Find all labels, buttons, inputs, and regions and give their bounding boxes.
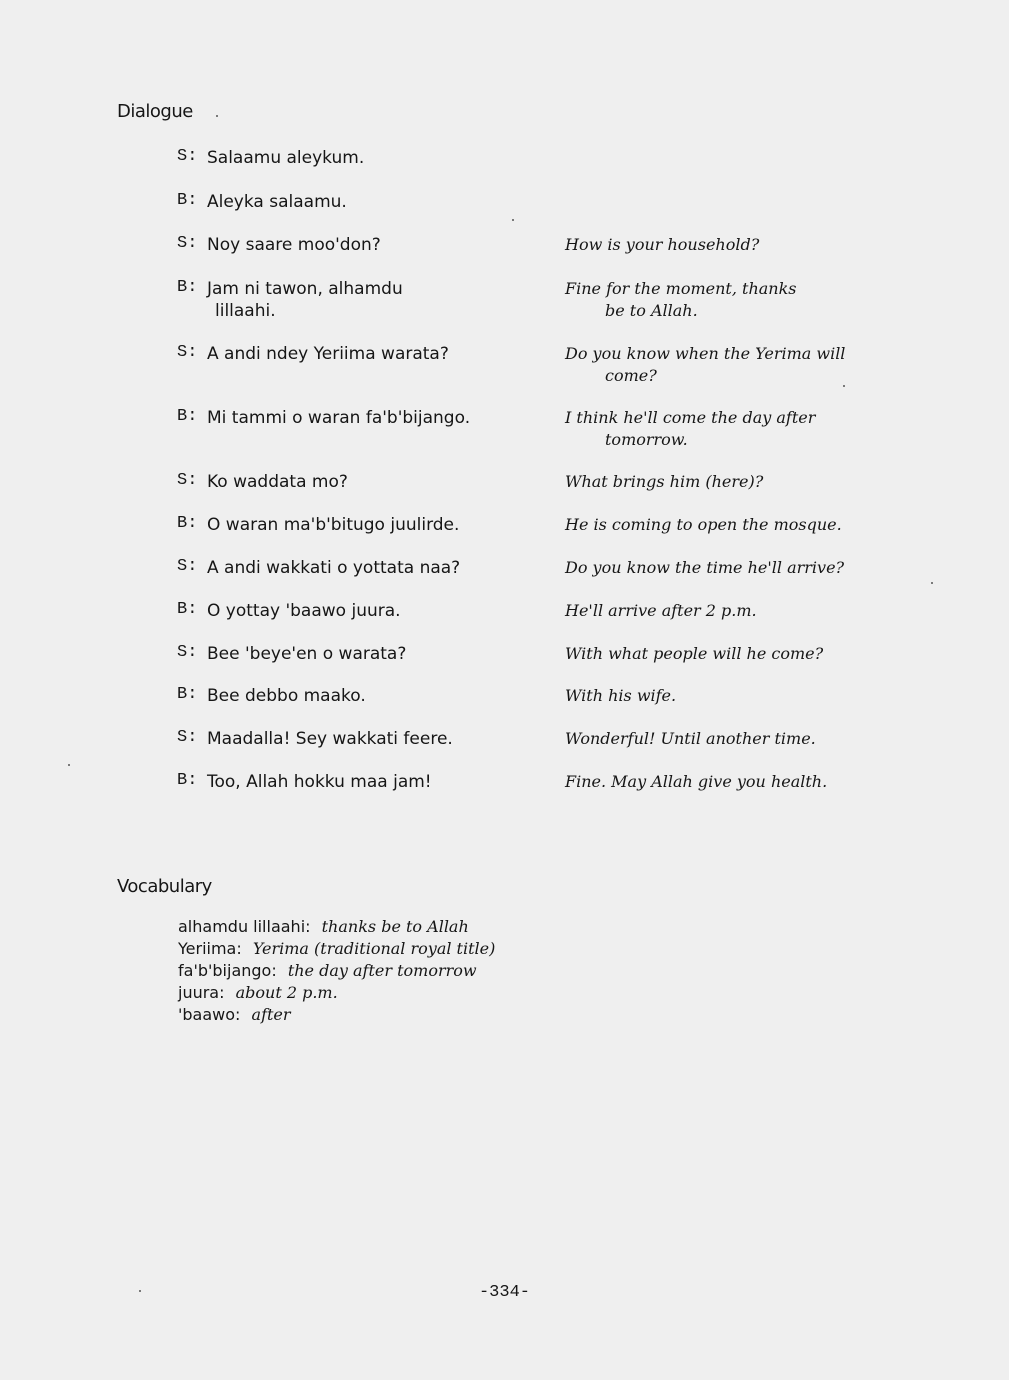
- speaker-label: B:: [177, 514, 198, 533]
- fulfulde-text-line: Too, Allah hokku maa jam!: [207, 772, 432, 792]
- fulfulde-text: [207, 514, 547, 536]
- translation-line: With his wife.: [565, 686, 677, 705]
- speaker-label: B:: [177, 600, 198, 619]
- speaker-label: B:: [177, 407, 198, 426]
- speaker-label: B:: [177, 191, 198, 210]
- fulfulde-text: [207, 600, 547, 622]
- english-translation: [565, 343, 945, 387]
- vocabulary-entry: [178, 960, 778, 982]
- translation-line: I think he'll come the day after: [565, 408, 816, 427]
- translation-line: tomorrow.: [605, 430, 688, 449]
- vocabulary-term: juura:: [178, 983, 225, 1002]
- fulfulde-text-line: Ko waddata mo?: [207, 472, 348, 492]
- translation-line: He is coming to open the mosque.: [565, 515, 842, 534]
- speaker-label: S:: [177, 147, 198, 166]
- fulfulde-text-line: Noy saare moo'don?: [207, 235, 381, 255]
- translation-line: Do you know the time he'll arrive?: [565, 558, 845, 577]
- speaker-label: B:: [177, 685, 198, 704]
- vocabulary-entry: [178, 916, 778, 938]
- fulfulde-text-line: Aleyka salaamu.: [207, 192, 347, 212]
- vocabulary-term: alhamdu lillaahi:: [178, 917, 311, 936]
- vocabulary-list: [178, 916, 778, 1026]
- fulfulde-text-line: Bee 'beye'en o warata?: [207, 644, 407, 664]
- vocabulary-gloss: after: [251, 1005, 291, 1024]
- fulfulde-text: [207, 685, 547, 707]
- vocabulary-term: Yeriima:: [178, 939, 242, 958]
- english-translation: [565, 771, 945, 793]
- vocabulary-term: 'baawo:: [178, 1005, 241, 1024]
- translation-line: He'll arrive after 2 p.m.: [565, 601, 757, 620]
- speaker-label: S:: [177, 557, 198, 576]
- speaker-label: S:: [177, 471, 198, 490]
- page-number: -334-: [478, 1283, 530, 1302]
- fulfulde-text: [207, 557, 547, 579]
- fulfulde-text-line: Mi tammi o waran fa'b'bijango.: [207, 408, 471, 428]
- english-translation: [565, 600, 945, 622]
- scan-speck: [843, 385, 845, 387]
- vocabulary-gloss: the day after tomorrow: [287, 961, 477, 980]
- vocabulary-entry: [178, 1004, 778, 1026]
- english-translation: [565, 278, 945, 322]
- speaker-label: S:: [177, 343, 198, 362]
- english-translation: [565, 685, 945, 707]
- fulfulde-text-line: O waran ma'b'bitugo juulirde.: [207, 515, 460, 535]
- english-translation: [565, 407, 945, 451]
- fulfulde-text: [207, 147, 547, 169]
- scan-speck: [931, 582, 933, 584]
- dialogue-heading: Dialogue: [117, 101, 193, 122]
- english-translation: [565, 514, 945, 536]
- vocabulary-entry: [178, 982, 778, 1004]
- translation-line: How is your household?: [565, 235, 760, 254]
- fulfulde-text-line: Maadalla! Sey wakkati feere.: [207, 729, 453, 749]
- vocabulary-term: fa'b'bijango:: [178, 961, 277, 980]
- fulfulde-text: [207, 643, 547, 665]
- vocabulary-gloss: Yerima (traditional royal title): [252, 939, 496, 958]
- speaker-label: S:: [177, 234, 198, 253]
- fulfulde-text: [207, 343, 547, 365]
- english-translation: [565, 471, 945, 493]
- english-translation: [565, 643, 945, 665]
- translation-line: Do you know when the Yerima will: [565, 344, 846, 363]
- english-translation: [565, 234, 945, 256]
- scan-speck: [216, 115, 218, 117]
- fulfulde-text: [207, 728, 547, 750]
- fulfulde-text-line: Jam ni tawon, alhamdu: [207, 279, 403, 299]
- english-translation: [565, 728, 945, 750]
- fulfulde-text-line: Salaamu aleykum.: [207, 148, 365, 168]
- scan-speck: [139, 1290, 141, 1292]
- fulfulde-text: [207, 278, 547, 322]
- vocabulary-heading: Vocabulary: [117, 876, 212, 897]
- speaker-label: S:: [177, 643, 198, 662]
- fulfulde-text: [207, 407, 547, 429]
- translation-line: Fine for the moment, thanks: [565, 279, 797, 298]
- vocabulary-entry: [178, 938, 778, 960]
- fulfulde-text-line: lillaahi.: [215, 301, 276, 321]
- fulfulde-text: [207, 234, 547, 256]
- english-translation: [565, 557, 945, 579]
- scan-speck: [512, 219, 514, 221]
- translation-line: With what people will he come?: [565, 644, 824, 663]
- translation-line: come?: [605, 366, 657, 385]
- fulfulde-text-line: O yottay 'baawo juura.: [207, 601, 401, 621]
- translation-line: be to Allah.: [605, 301, 698, 320]
- speaker-label: S:: [177, 728, 198, 747]
- fulfulde-text: [207, 771, 547, 793]
- speaker-label: B:: [177, 278, 198, 297]
- vocabulary-gloss: thanks be to Allah: [321, 917, 469, 936]
- fulfulde-text: [207, 471, 547, 493]
- translation-line: Fine. May Allah give you health.: [565, 772, 828, 791]
- fulfulde-text-line: Bee debbo maako.: [207, 686, 366, 706]
- speaker-label: B:: [177, 771, 198, 790]
- scan-speck: [68, 764, 70, 766]
- translation-line: What brings him (here)?: [565, 472, 764, 491]
- fulfulde-text: [207, 191, 547, 213]
- fulfulde-text-line: A andi wakkati o yottata naa?: [207, 558, 461, 578]
- translation-line: Wonderful! Until another time.: [565, 729, 816, 748]
- fulfulde-text-line: A andi ndey Yeriima warata?: [207, 344, 449, 364]
- vocabulary-gloss: about 2 p.m.: [235, 983, 338, 1002]
